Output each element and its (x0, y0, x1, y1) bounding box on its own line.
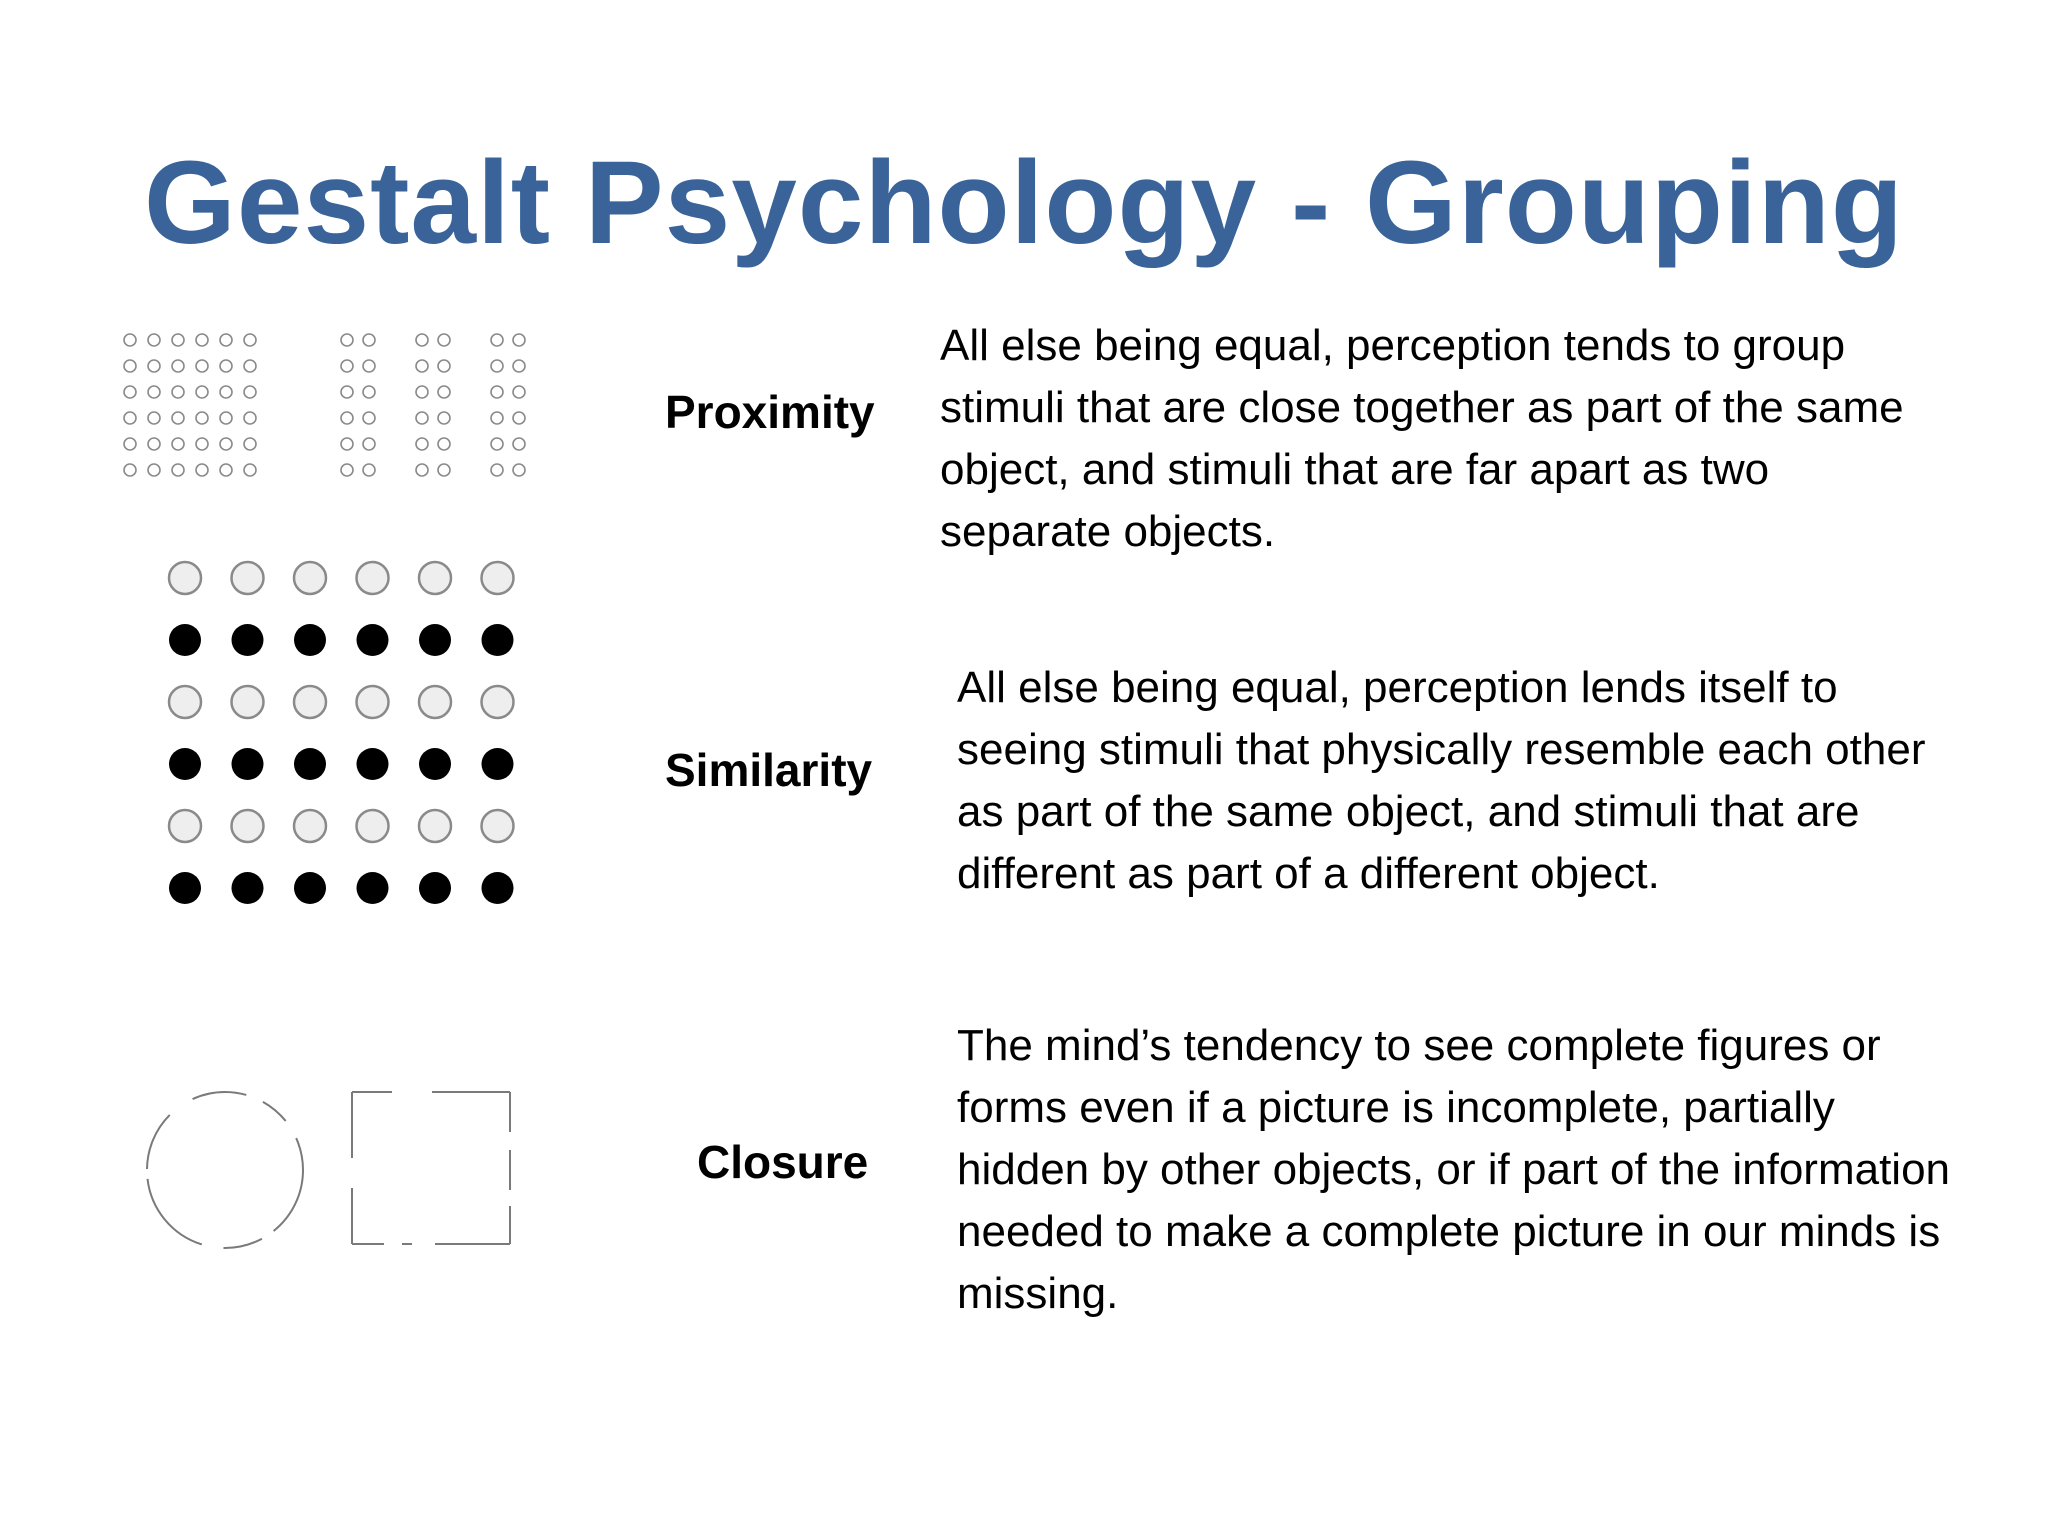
proximity-dot (341, 360, 353, 372)
proximity-dot (491, 438, 503, 450)
proximity-description: All else being equal, perception tends to group stimuli that are close together as part of the same object, and stimuli that are far apart as two separate objects. (940, 321, 1904, 556)
proximity-dot (244, 386, 256, 398)
proximity-dot (220, 438, 232, 450)
proximity-dot (416, 360, 428, 372)
proximity-dot (513, 412, 525, 424)
similarity-light-dot (357, 686, 389, 718)
similarity-light-dot (169, 686, 201, 718)
proximity-dot (363, 386, 375, 398)
proximity-dot (148, 360, 160, 372)
closure-label: Closure (697, 1136, 869, 1188)
similarity-light-dot (169, 562, 201, 594)
similarity-dark-dot (169, 872, 201, 904)
proximity-dot (172, 412, 184, 424)
proximity-dot (416, 412, 428, 424)
similarity-dark-dot (294, 624, 326, 656)
proximity-dot (148, 334, 160, 346)
proximity-dot (244, 438, 256, 450)
proximity-dot (124, 412, 136, 424)
proximity-dot (363, 438, 375, 450)
similarity-light-dot (482, 562, 514, 594)
proximity-dot (341, 334, 353, 346)
proximity-dot (244, 412, 256, 424)
similarity-light-dot (232, 562, 264, 594)
proximity-dot (172, 464, 184, 476)
similarity-dark-dot (482, 624, 514, 656)
proximity-dot (341, 386, 353, 398)
closure-figure (130, 1070, 570, 1270)
proximity-dot (416, 334, 428, 346)
proximity-dot (491, 464, 503, 476)
proximity-dot (363, 412, 375, 424)
proximity-dot (438, 360, 450, 372)
proximity-dot (438, 464, 450, 476)
proximity-dot (341, 412, 353, 424)
proximity-figure (110, 320, 550, 480)
closure-description: The mind’s tendency to see complete figures or forms even if a picture is incomplete, partially hidden by other objects, or if part of the information needed to make a complete picture in our minds is missing. (957, 1021, 1951, 1318)
proximity-dot (220, 464, 232, 476)
proximity-dot (363, 464, 375, 476)
slide-title: Gestalt Psychology - Grouping (144, 137, 1904, 269)
similarity-light-dot (357, 810, 389, 842)
incomplete-circle (147, 1092, 303, 1248)
proximity-dot (148, 464, 160, 476)
proximity-dot (491, 360, 503, 372)
similarity-light-dot (294, 562, 326, 594)
similarity-light-dot (357, 562, 389, 594)
proximity-dot (513, 386, 525, 398)
similarity-dark-dot (232, 624, 264, 656)
proximity-dot (341, 438, 353, 450)
proximity-dot (513, 464, 525, 476)
similarity-dark-dot (357, 872, 389, 904)
similarity-figure (150, 550, 530, 930)
similarity-dark-dot (419, 624, 451, 656)
proximity-dot (363, 360, 375, 372)
similarity-dark-dot (169, 748, 201, 780)
similarity-light-dot (232, 810, 264, 842)
similarity-dark-dot (357, 748, 389, 780)
proximity-dot (172, 438, 184, 450)
proximity-dot (438, 386, 450, 398)
proximity-dot (196, 438, 208, 450)
proximity-dot (438, 334, 450, 346)
proximity-dot (172, 360, 184, 372)
proximity-dot (124, 334, 136, 346)
proximity-dot (244, 334, 256, 346)
proximity-dot (363, 334, 375, 346)
proximity-dot (416, 386, 428, 398)
proximity-dot (416, 438, 428, 450)
proximity-dot (196, 334, 208, 346)
proximity-dot (172, 386, 184, 398)
proximity-dot (491, 412, 503, 424)
similarity-dark-dot (232, 872, 264, 904)
proximity-dot (220, 412, 232, 424)
similarity-light-dot (419, 562, 451, 594)
proximity-dot (148, 412, 160, 424)
proximity-dot (513, 360, 525, 372)
proximity-dot (220, 360, 232, 372)
similarity-light-dot (419, 810, 451, 842)
similarity-dark-dot (357, 624, 389, 656)
proximity-dot (172, 334, 184, 346)
proximity-dot (148, 386, 160, 398)
similarity-light-dot (294, 686, 326, 718)
proximity-dot (124, 438, 136, 450)
similarity-light-dot (482, 686, 514, 718)
proximity-dot (124, 464, 136, 476)
similarity-dark-dot (294, 748, 326, 780)
similarity-light-dot (419, 686, 451, 718)
proximity-label: Proximity (665, 386, 875, 438)
similarity-dark-dot (169, 624, 201, 656)
proximity-dot (196, 464, 208, 476)
proximity-dot (491, 334, 503, 346)
proximity-dot (124, 386, 136, 398)
similarity-dark-dot (482, 872, 514, 904)
proximity-dot (196, 386, 208, 398)
proximity-dot (244, 360, 256, 372)
proximity-dot (196, 360, 208, 372)
similarity-dark-dot (482, 748, 514, 780)
similarity-dark-dot (419, 748, 451, 780)
similarity-light-dot (169, 810, 201, 842)
proximity-dot (438, 412, 450, 424)
similarity-description: All else being equal, perception lends itself to seeing stimuli that physically resemble each other as part of the same object, and stimuli that are different as part of a different object. (957, 663, 1926, 898)
proximity-dot (148, 438, 160, 450)
proximity-dot (220, 386, 232, 398)
proximity-dot (438, 438, 450, 450)
proximity-dot (341, 464, 353, 476)
proximity-dot (491, 386, 503, 398)
proximity-dot (416, 464, 428, 476)
similarity-dark-dot (294, 872, 326, 904)
similarity-light-dot (294, 810, 326, 842)
proximity-dot (513, 334, 525, 346)
proximity-dot (124, 360, 136, 372)
similarity-light-dot (232, 686, 264, 718)
similarity-dark-dot (419, 872, 451, 904)
proximity-dot (513, 438, 525, 450)
similarity-dark-dot (232, 748, 264, 780)
similarity-light-dot (482, 810, 514, 842)
similarity-label: Similarity (665, 744, 873, 796)
proximity-dot (220, 334, 232, 346)
proximity-dot (196, 412, 208, 424)
proximity-dot (244, 464, 256, 476)
incomplete-square (352, 1092, 510, 1244)
